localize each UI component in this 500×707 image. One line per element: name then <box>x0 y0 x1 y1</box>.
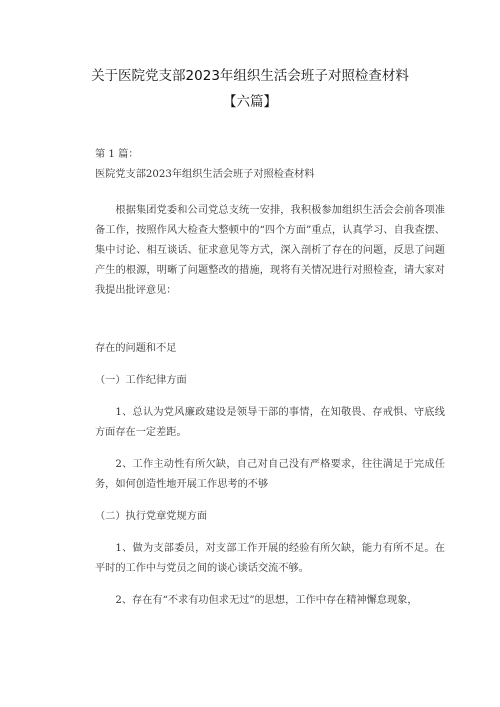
subsection-2-item-1: 1、做为支部委员，对支部工作开展的经验有所欠缺，能力有所不足。在平时的工作中与党员之间的谈心谈话交流不够。 <box>95 543 445 574</box>
title-line-1: 关于医院党支部2023年组织生活会班子对照检查材料 <box>91 68 409 84</box>
document-body <box>95 145 445 611</box>
subsection-heading-2: （二）执行党章党规方面 <box>95 511 208 522</box>
intro-paragraph: 根据集团党委和公司党总支统一安排，我积极参加组织生活会会前各项准备工作，按照作风大检查大整顿中的“四个方面”重点，认真学习、自我查摆、集中讨论、相互谈话、征求意见等方式，深入剖析了存在的问题，反思了问题产生的根源，明晰了问题整改的措施，现将有关情况进行对照检查，请大家对我提出批评意见： <box>95 205 445 296</box>
subsection-1-item-1: 1、总认为党风廉政建设是领导干部的事情，在知敬畏、存戒惧、守底线方面存在一定差距。 <box>95 407 445 438</box>
subsection-heading-1: （一）工作纪律方面 <box>95 375 187 386</box>
section-heading: 存在的问题和不足 <box>95 343 177 354</box>
document-title <box>0 63 500 115</box>
subsection-1-item-2: 2、工作主动性有所欠缺，自己对自己没有严格要求，往往满足于完成任务，如何创造性地开展工作思考的不够 <box>95 459 445 490</box>
part-label: 第 1 篇： <box>95 149 139 160</box>
document-subtitle: 医院党支部2023年组织生活会班子对照检查材料 <box>95 169 315 180</box>
subsection-2-item-2: 2、存在有“不求有功但求无过”的思想，工作中存在精神懈怠现象， <box>115 595 418 606</box>
title-line-2: 【六篇】 <box>223 94 277 110</box>
